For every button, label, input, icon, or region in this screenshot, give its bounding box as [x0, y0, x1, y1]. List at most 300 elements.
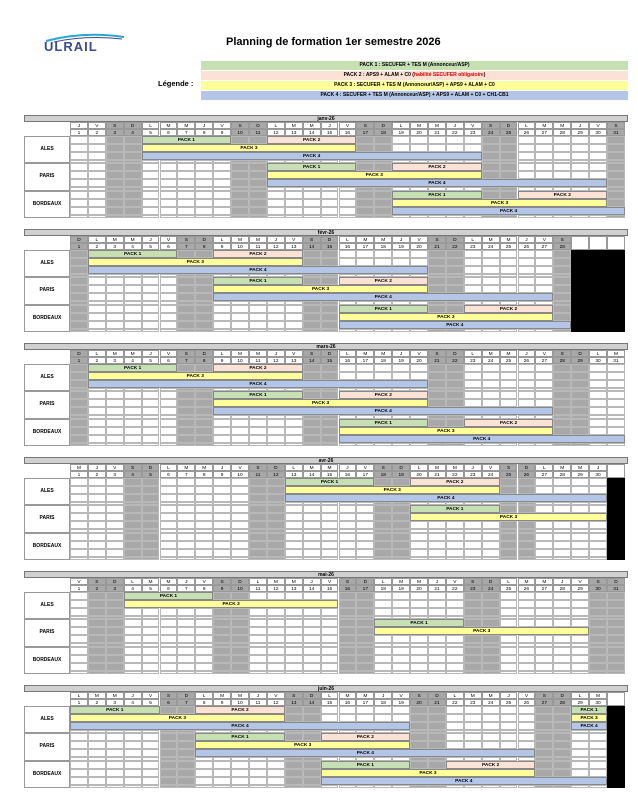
day-number: 20 [410, 243, 428, 250]
day-cell [535, 258, 553, 266]
pack-2-bar: PACK 2 [518, 191, 608, 199]
day-cell [339, 191, 357, 199]
day-cell [70, 207, 88, 215]
day-cell [428, 144, 446, 152]
day-cell [177, 494, 195, 502]
day-cell [410, 741, 428, 749]
day-cell [160, 505, 178, 513]
day-cell-spacer [339, 671, 357, 674]
day-cell [446, 399, 464, 407]
day-cell [464, 733, 482, 741]
day-cell [518, 391, 536, 399]
day-cell [88, 407, 106, 415]
day-cell [571, 285, 589, 293]
day-number: 26 [518, 699, 536, 706]
day-cell [70, 313, 88, 321]
day-cell [428, 305, 446, 313]
day-cell [70, 635, 88, 643]
day-letter: V [392, 692, 410, 699]
pack-1-bar: PACK 1 [213, 277, 303, 285]
day-cell [142, 749, 160, 757]
day-letter: M [249, 350, 267, 357]
day-cell [124, 505, 142, 513]
day-cell [356, 250, 374, 258]
day-cell [213, 419, 231, 427]
day-cell [428, 391, 446, 399]
day-cell [446, 250, 464, 258]
day-cell [124, 486, 142, 494]
day-cell [339, 258, 357, 266]
day-cell [249, 321, 267, 329]
day-letter: M [106, 236, 124, 243]
day-letter: L [518, 122, 536, 129]
day-cell [106, 592, 124, 600]
pack-1-bar: PACK 1 [571, 706, 607, 714]
day-cell [607, 494, 625, 502]
day-cell [231, 179, 249, 187]
day-cell [70, 663, 88, 671]
day-cell [410, 655, 428, 663]
day-cell [70, 647, 88, 655]
day-cell-spacer [160, 671, 178, 674]
day-cell [535, 600, 553, 608]
day-cell [464, 250, 482, 258]
month-title: mai-26 [24, 571, 628, 578]
day-cell [142, 321, 160, 329]
day-cell-spacer [589, 329, 607, 332]
day-cell-spacer [607, 215, 625, 218]
day-cell [339, 372, 357, 380]
day-number: 18 [374, 357, 392, 364]
day-cell [428, 592, 446, 600]
day-number: 27 [535, 585, 553, 592]
day-cell [500, 285, 518, 293]
day-cell [339, 250, 357, 258]
day-cell [482, 171, 500, 179]
day-cell [124, 549, 142, 557]
day-cell [142, 549, 160, 557]
day-cell [106, 191, 124, 199]
day-cell [303, 313, 321, 321]
day-cell [482, 372, 500, 380]
day-cell [303, 647, 321, 655]
day-cell-spacer [392, 443, 410, 446]
day-cell [446, 741, 464, 749]
day-cell [464, 655, 482, 663]
day-cell [571, 486, 589, 494]
day-cell [106, 533, 124, 541]
day-number: 5 [142, 699, 160, 706]
day-cell [70, 171, 88, 179]
day-cell [446, 364, 464, 372]
day-cell [195, 521, 213, 529]
day-cell [482, 266, 500, 274]
day-cell [482, 608, 500, 616]
day-cell [589, 136, 607, 144]
day-cell [518, 635, 536, 643]
day-cell [553, 521, 571, 529]
day-cell [464, 144, 482, 152]
day-letter: J [392, 350, 410, 357]
day-cell [213, 647, 231, 655]
day-cell [142, 494, 160, 502]
day-cell-spacer [500, 215, 518, 218]
day-cell [106, 305, 124, 313]
day-cell [410, 761, 428, 769]
day-cell [70, 521, 88, 529]
day-cell-spacer [339, 557, 357, 560]
day-cell [356, 600, 374, 608]
day-cell [482, 592, 500, 600]
day-letter: M [106, 692, 124, 699]
day-cell-spacer [249, 557, 267, 560]
day-cell [535, 277, 553, 285]
day-letter: J [518, 236, 536, 243]
day-cell-spacer [535, 671, 553, 674]
day-cell [446, 266, 464, 274]
day-letter: J [571, 122, 589, 129]
day-cell [589, 152, 607, 160]
day-number: 10 [231, 243, 249, 250]
day-letter: M [410, 578, 428, 585]
day-cell [267, 647, 285, 655]
day-cell [231, 663, 249, 671]
pack-4-bar: PACK 4 [285, 494, 607, 502]
day-cell [70, 380, 88, 388]
day-cell [142, 163, 160, 171]
day-cell [213, 513, 231, 521]
day-cell [303, 250, 321, 258]
day-cell [500, 391, 518, 399]
day-cell [285, 592, 303, 600]
pack-1-bar: PACK 1 [392, 191, 482, 199]
day-cell [88, 163, 106, 171]
day-cell [553, 533, 571, 541]
day-cell [392, 478, 410, 486]
day-cell [124, 171, 142, 179]
day-cell [589, 266, 607, 274]
day-cell [70, 191, 88, 199]
day-cell [607, 549, 625, 557]
day-letter: M [500, 236, 518, 243]
day-letter: J [142, 236, 160, 243]
day-cell [607, 706, 625, 714]
day-cell [213, 777, 231, 785]
day-letter: M [589, 692, 607, 699]
day-letter: M [303, 464, 321, 471]
day-letter: M [195, 464, 213, 471]
day-number: 17 [356, 699, 374, 706]
day-cell-spacer [339, 329, 357, 332]
day-cell-spacer [410, 329, 428, 332]
day-cell [213, 761, 231, 769]
day-cell [177, 706, 195, 714]
day-letter: D [124, 122, 142, 129]
day-cell [464, 533, 482, 541]
day-letter: J [70, 122, 88, 129]
day-cell [482, 285, 500, 293]
day-cell [303, 761, 321, 769]
day-cell [249, 761, 267, 769]
day-cell [410, 136, 428, 144]
day-letter: V [482, 464, 500, 471]
legend-pack-2 [201, 71, 628, 80]
day-number: 2 [88, 129, 106, 136]
pack-3-bar: PACK 3 [213, 399, 428, 407]
day-cell [160, 313, 178, 321]
day-cell [303, 549, 321, 557]
day-cell-spacer [106, 671, 124, 674]
day-cell [285, 619, 303, 627]
day-cell [374, 635, 392, 643]
day-cell [160, 647, 178, 655]
day-cell-spacer [392, 671, 410, 674]
day-cell [303, 419, 321, 427]
day-cell [374, 144, 392, 152]
day-cell [321, 313, 339, 321]
day-cell [518, 722, 536, 730]
day-cell [321, 549, 339, 557]
day-number: 22 [446, 471, 464, 478]
day-letter: L [446, 692, 464, 699]
day-letter: L [124, 578, 142, 585]
day-cell [231, 627, 249, 635]
day-cell [249, 635, 267, 643]
day-cell [124, 663, 142, 671]
month-title: janv-26 [24, 115, 628, 122]
page-title: Planning de formation 1er semestre 2026 [226, 36, 441, 48]
day-cell [571, 391, 589, 399]
day-cell [482, 191, 500, 199]
day-cell [124, 533, 142, 541]
day-cell [607, 136, 625, 144]
day-cell [428, 761, 446, 769]
day-number: 10 [231, 699, 249, 706]
day-cell [607, 305, 625, 313]
day-number: 19 [392, 471, 410, 478]
day-letter: S [339, 578, 357, 585]
day-cell [374, 714, 392, 722]
day-cell [339, 706, 357, 714]
day-cell-spacer [410, 443, 428, 446]
day-cell [428, 250, 446, 258]
day-cell [374, 549, 392, 557]
day-cell [464, 741, 482, 749]
day-letter: M [160, 578, 178, 585]
day-cell [446, 714, 464, 722]
day-cell [589, 277, 607, 285]
day-cell [124, 749, 142, 757]
day-cell [177, 513, 195, 521]
day-cell [518, 714, 536, 722]
day-cell [142, 399, 160, 407]
day-cell [267, 592, 285, 600]
pack-2-bar: PACK 2 [339, 391, 429, 399]
day-cell [428, 399, 446, 407]
logo-wordmark: ULRAIL [44, 39, 98, 54]
pack-4-bar: PACK 4 [339, 321, 572, 329]
day-cell [124, 494, 142, 502]
day-cell [195, 399, 213, 407]
day-letter: M [231, 350, 249, 357]
day-letter: V [589, 122, 607, 129]
day-number: 18 [374, 243, 392, 250]
day-cell [589, 627, 607, 635]
day-cell [267, 541, 285, 549]
day-letter: M [124, 236, 142, 243]
day-cell [267, 627, 285, 635]
day-cell [518, 380, 536, 388]
day-cell [607, 761, 625, 769]
day-cell [589, 391, 607, 399]
day-cell [571, 749, 589, 757]
day-letter: S [249, 464, 267, 471]
day-cell [607, 505, 625, 513]
day-cell-spacer [464, 557, 482, 560]
day-cell [124, 627, 142, 635]
day-cell [571, 592, 589, 600]
day-cell [464, 266, 482, 274]
day-cell [571, 733, 589, 741]
day-cell [410, 144, 428, 152]
pack-2-bar: PACK 2 [339, 277, 429, 285]
day-cell [589, 163, 607, 171]
day-number: 5 [142, 471, 160, 478]
day-letter: D [607, 578, 625, 585]
day-cell [374, 250, 392, 258]
day-cell [607, 277, 625, 285]
day-cell [446, 521, 464, 529]
day-letter: M [285, 122, 303, 129]
day-cell [231, 435, 249, 443]
day-cell [607, 372, 625, 380]
day-letter: J [500, 692, 518, 699]
day-cell [321, 435, 339, 443]
day-cell-spacer [142, 557, 160, 560]
day-cell [106, 399, 124, 407]
day-cell [571, 171, 589, 179]
day-cell [321, 619, 339, 627]
day-cell [500, 549, 518, 557]
day-cell [607, 521, 625, 529]
day-cell [177, 191, 195, 199]
pack-1-bar: PACK 1 [213, 391, 303, 399]
day-cell [177, 305, 195, 313]
day-letter: V [446, 578, 464, 585]
day-cell [589, 749, 607, 757]
day-cell-spacer [553, 557, 571, 560]
day-cell [571, 399, 589, 407]
day-cell-spacer [339, 443, 357, 446]
day-number: 17 [356, 585, 374, 592]
day-letter: S [177, 350, 195, 357]
pack-3-bar: PACK 3 [70, 714, 285, 722]
day-letter: L [70, 692, 88, 699]
day-cell [571, 407, 589, 415]
day-cell [464, 277, 482, 285]
day-cell [249, 619, 267, 627]
day-cell [321, 655, 339, 663]
day-cell [177, 407, 195, 415]
day-cell [195, 533, 213, 541]
day-cell [177, 655, 195, 663]
day-cell [88, 663, 106, 671]
day-cell [160, 513, 178, 521]
day-cell [106, 647, 124, 655]
day-cell [303, 533, 321, 541]
day-cell [607, 592, 625, 600]
day-cell [428, 285, 446, 293]
day-cell [106, 199, 124, 207]
day-cell [571, 505, 589, 513]
day-cell [464, 722, 482, 730]
day-cell [177, 399, 195, 407]
day-letter: J [124, 692, 142, 699]
day-cell [124, 521, 142, 529]
day-cell [428, 714, 446, 722]
day-cell [106, 663, 124, 671]
day-cell [88, 179, 106, 187]
day-cell [303, 769, 321, 777]
day-number: 14 [303, 129, 321, 136]
day-cell [231, 541, 249, 549]
day-cell [267, 419, 285, 427]
day-cell-spacer [106, 215, 124, 218]
day-cell [553, 136, 571, 144]
day-number: 4 [124, 699, 142, 706]
day-cell [70, 761, 88, 769]
day-number: 25 [500, 357, 518, 364]
city-label: ALES [40, 488, 54, 494]
day-cell [124, 305, 142, 313]
day-cell [607, 258, 625, 266]
day-cell [589, 419, 607, 427]
day-letter: M [160, 122, 178, 129]
day-letter: D [195, 350, 213, 357]
day-letter: D [249, 122, 267, 129]
day-cell [518, 608, 536, 616]
day-letter: D [518, 464, 536, 471]
day-cell-spacer [142, 329, 160, 332]
day-cell [518, 663, 536, 671]
day-cell [607, 608, 625, 616]
day-cell [142, 419, 160, 427]
day-cell [177, 741, 195, 749]
day-cell [88, 171, 106, 179]
pack-3-bar: PACK 3 [410, 513, 607, 521]
day-letter: D [500, 122, 518, 129]
day-cell [285, 521, 303, 529]
day-cell [553, 619, 571, 627]
day-cell [303, 655, 321, 663]
day-cell [106, 163, 124, 171]
day-letter: L [160, 464, 178, 471]
day-cell [392, 144, 410, 152]
day-letter: M [88, 692, 106, 699]
day-cell [482, 655, 500, 663]
pack-4-bar: PACK 4 [195, 749, 535, 757]
day-letter: S [177, 236, 195, 243]
day-cell [571, 541, 589, 549]
day-cell [482, 144, 500, 152]
day-cell-spacer [374, 329, 392, 332]
day-cell [571, 549, 589, 557]
day-cell [500, 647, 518, 655]
day-cell [177, 391, 195, 399]
day-cell [285, 321, 303, 329]
day-number: 2 [88, 585, 106, 592]
day-cell [213, 769, 231, 777]
